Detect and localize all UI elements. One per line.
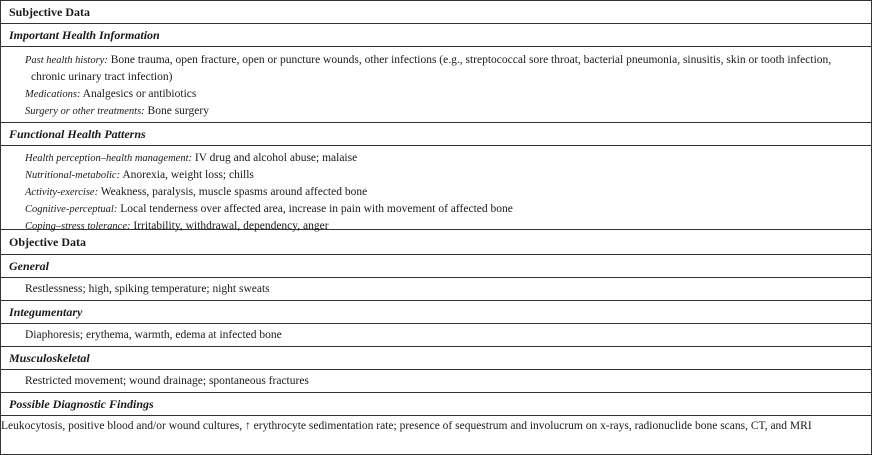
list-item (25, 201, 863, 218)
important-health-body (1, 46, 871, 122)
list-item (25, 52, 863, 86)
item-text: IV drug and alcohol abuse; malaise (192, 152, 358, 164)
item-label: Cognitive-perceptual: (25, 204, 118, 215)
item-text: Bone surgery (144, 105, 209, 117)
item-text: Bone trauma, open fracture, open or puncture wounds, other infections (e.g., streptococcal sore throat, bacterial pneumonia, sinusitis, skin or tooth infection, chronic urinary tract infection) (31, 54, 832, 83)
list-item (25, 167, 863, 184)
subsection-header-diagnostic-findings: Possible Diagnostic Findings (1, 392, 871, 415)
general-body: Restlessness; high, spiking temperature; night sweats (1, 277, 871, 300)
item-text: Analgesics or antibiotics (80, 88, 197, 100)
musculoskeletal-body: Restricted movement; wound drainage; spontaneous fractures (1, 369, 871, 392)
list-item (25, 86, 863, 103)
list-item (25, 184, 863, 201)
subsection-header-integumentary: Integumentary (1, 300, 871, 323)
subsection-header-important-health: Important Health Information (1, 23, 871, 46)
item-text: Anorexia, weight loss; chills (120, 169, 254, 181)
item-label: Activity-exercise: (25, 187, 99, 198)
item-label: Health perception–health management: (25, 153, 192, 164)
subsection-header-musculoskeletal: Musculoskeletal (1, 346, 871, 369)
subsection-header-functional-patterns: Functional Health Patterns (1, 122, 871, 145)
item-label: Past health history: (25, 55, 108, 66)
subsection-header-general: General (1, 254, 871, 277)
section-header-objective: Objective Data (1, 229, 871, 254)
item-text: Irritability, withdrawal, dependency, anger (130, 220, 329, 232)
item-text: Local tenderness over affected area, increase in pain with movement of affected bone (117, 203, 513, 215)
item-text: Weakness, paralysis, muscle spasms around affected bone (98, 186, 368, 198)
item-label: Coping–stress tolerance: (25, 221, 131, 232)
diagnostic-findings-body: Leukocytosis, positive blood and/or wound cultures, ↑ erythrocyte sedimentation rate; presence of sequestrum and involucrum on x-rays, radionuclide bone scans, CT, and MRI (1, 415, 871, 454)
functional-patterns-body (1, 145, 871, 232)
item-label: Nutritional-metabolic: (25, 170, 121, 181)
item-label: Surgery or other treatments: (25, 106, 145, 117)
list-item (25, 150, 863, 167)
list-item (25, 103, 863, 120)
item-label: Medications: (25, 89, 81, 100)
integumentary-body: Diaphoresis; erythema, warmth, edema at infected bone (1, 323, 871, 346)
section-header-subjective: Subjective Data (9, 5, 90, 19)
